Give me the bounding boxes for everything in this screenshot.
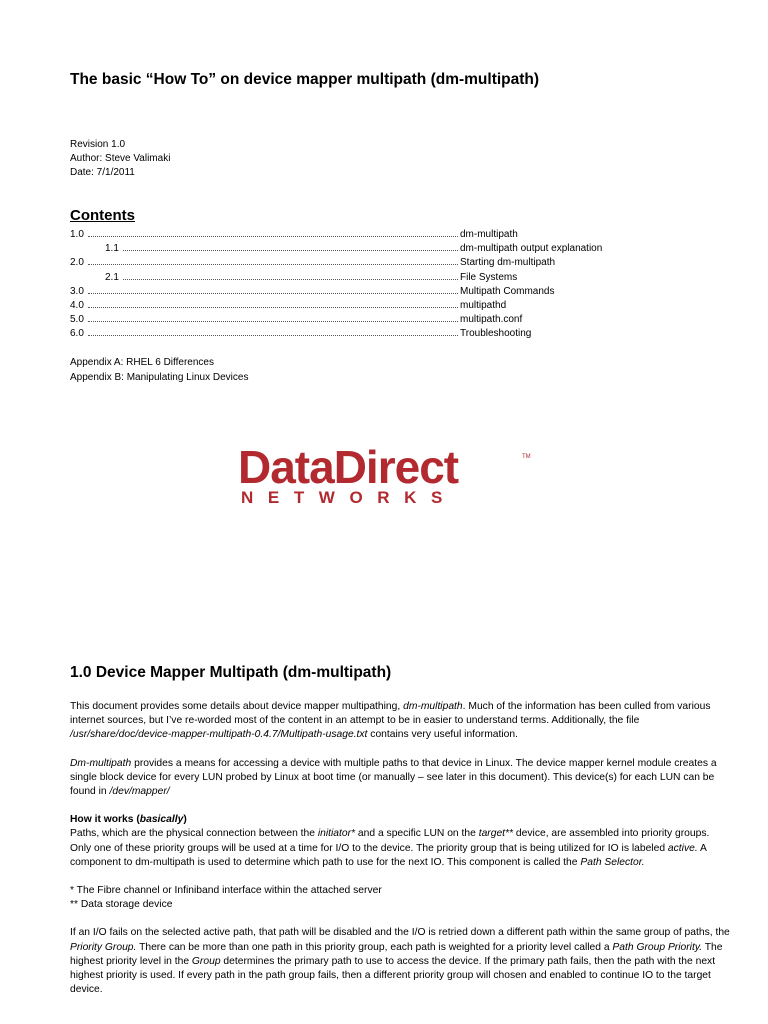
toc-entry[interactable]: [70, 242, 630, 256]
toc-label: multipathd: [460, 300, 507, 312]
toc-entry[interactable]: [70, 327, 630, 341]
toc-leader: [88, 292, 458, 294]
paragraph-intro: This document provides some details about device mapper multipathing, dm-multipath. Much of the information has been culled from various internet sources, but I’ve re-worded most of the content in an attempt to be in easier to understand terms. Additionally, the file /usr/share/doc/device-mapper-multipath-0.4.7/Multipath-usage.txt contains very useful information.: [70, 701, 711, 741]
toc-label: dm-multipath output explanation: [460, 243, 603, 255]
logo-trademark: TM: [522, 454, 531, 460]
paragraph-dm-multipath: Dm-multipath provides a means for accessing a device with multiple paths to that device in Linux. The device mapper kernel module creates a single block device for every LUN probed by Linux at boot time (or manually – see later in this document). This device(s) for each LUN can be found in /dev/mapper/: [70, 757, 717, 798]
toc-label: Starting dm-multipath: [460, 257, 556, 269]
document-meta: [70, 138, 170, 180]
document-title: The basic “How To” on device mapper multipath (dm-multipath): [70, 71, 540, 88]
toc-leader: [123, 249, 458, 251]
toc-number: 6.0: [70, 328, 84, 340]
how-it-works-heading: How it works (basically): [70, 814, 187, 826]
toc-leader: [88, 306, 458, 308]
toc-entry[interactable]: [70, 299, 630, 313]
appendix-a: Appendix A: RHEL 6 Differences: [70, 357, 214, 368]
toc-number: 2.1: [105, 271, 119, 283]
toc-number: 4.0: [70, 300, 84, 312]
toc-entry[interactable]: [70, 271, 630, 285]
date-line: Date: 7/1/2011: [70, 167, 135, 178]
toc-entry[interactable]: [70, 285, 630, 299]
toc-number: 1.0: [70, 229, 84, 240]
datadirect-logo: [238, 441, 531, 508]
revision-line: Revision 1.0: [70, 139, 126, 150]
author-line: Author: Steve Valimaki: [70, 153, 171, 164]
paragraph-paths: Paths, which are the physical connection between the initiator* and a specific LUN on the target** device, are assembled into priority groups. Only one of these priority groups will be used at a time for I/O to the device. The priority group that is being utilized for IO is labeled active. A component to dm-multipath is used to determine which path to use for the next IO. This component is called the Path Selector.: [70, 828, 710, 868]
toc-number: 3.0: [70, 285, 84, 297]
toc-label: dm-multipath: [460, 229, 518, 240]
toc-leader: [88, 334, 458, 336]
toc-entry[interactable]: [70, 228, 630, 242]
toc-leader: [123, 278, 458, 280]
appendix-list: [70, 356, 248, 385]
logo-subtitle: NETWORKS: [241, 488, 457, 507]
toc-leader: [88, 263, 458, 265]
toc-entry[interactable]: [70, 256, 630, 270]
table-of-contents: [70, 228, 630, 342]
toc-label: File Systems: [460, 271, 518, 283]
footnote-initiator: * The Fibre channel or Infiniband interface within the attached server: [70, 885, 382, 897]
footnote-target: ** Data storage device: [70, 899, 173, 911]
toc-number: 5.0: [70, 314, 84, 326]
logo-wordmark: DataDirect: [238, 441, 459, 493]
contents-heading: Contents: [70, 207, 135, 224]
toc-leader: [88, 320, 458, 322]
toc-leader: [88, 235, 458, 237]
toc-label: multipath.conf: [460, 314, 523, 326]
appendix-b: Appendix B: Manipulating Linux Devices: [70, 371, 249, 383]
section-body: [70, 700, 730, 1011]
toc-label: Troubleshooting: [460, 328, 532, 340]
toc-label: Multipath Commands: [460, 285, 555, 297]
toc-number: 1.1: [105, 243, 119, 255]
section-heading: 1.0 Device Mapper Multipath (dm-multipath): [70, 664, 392, 681]
toc-number: 2.0: [70, 257, 84, 269]
toc-entry[interactable]: [70, 313, 630, 327]
paragraph-failover: If an I/O fails on the selected active path, that path will be disabled and the I/O is retried down a different path within the same group of paths, the Priority Group. There can be more than one path in this priority group, each path is weighted for a priority level called a Path Group Priority. The highest priority level in the Group determines the primary path to use to access the device. If the primary path fails, then the path with the next highest priority is used. If every path in the path group fails, then a different priority group will chosen and enabled to continue IO to the target device.: [70, 927, 730, 996]
